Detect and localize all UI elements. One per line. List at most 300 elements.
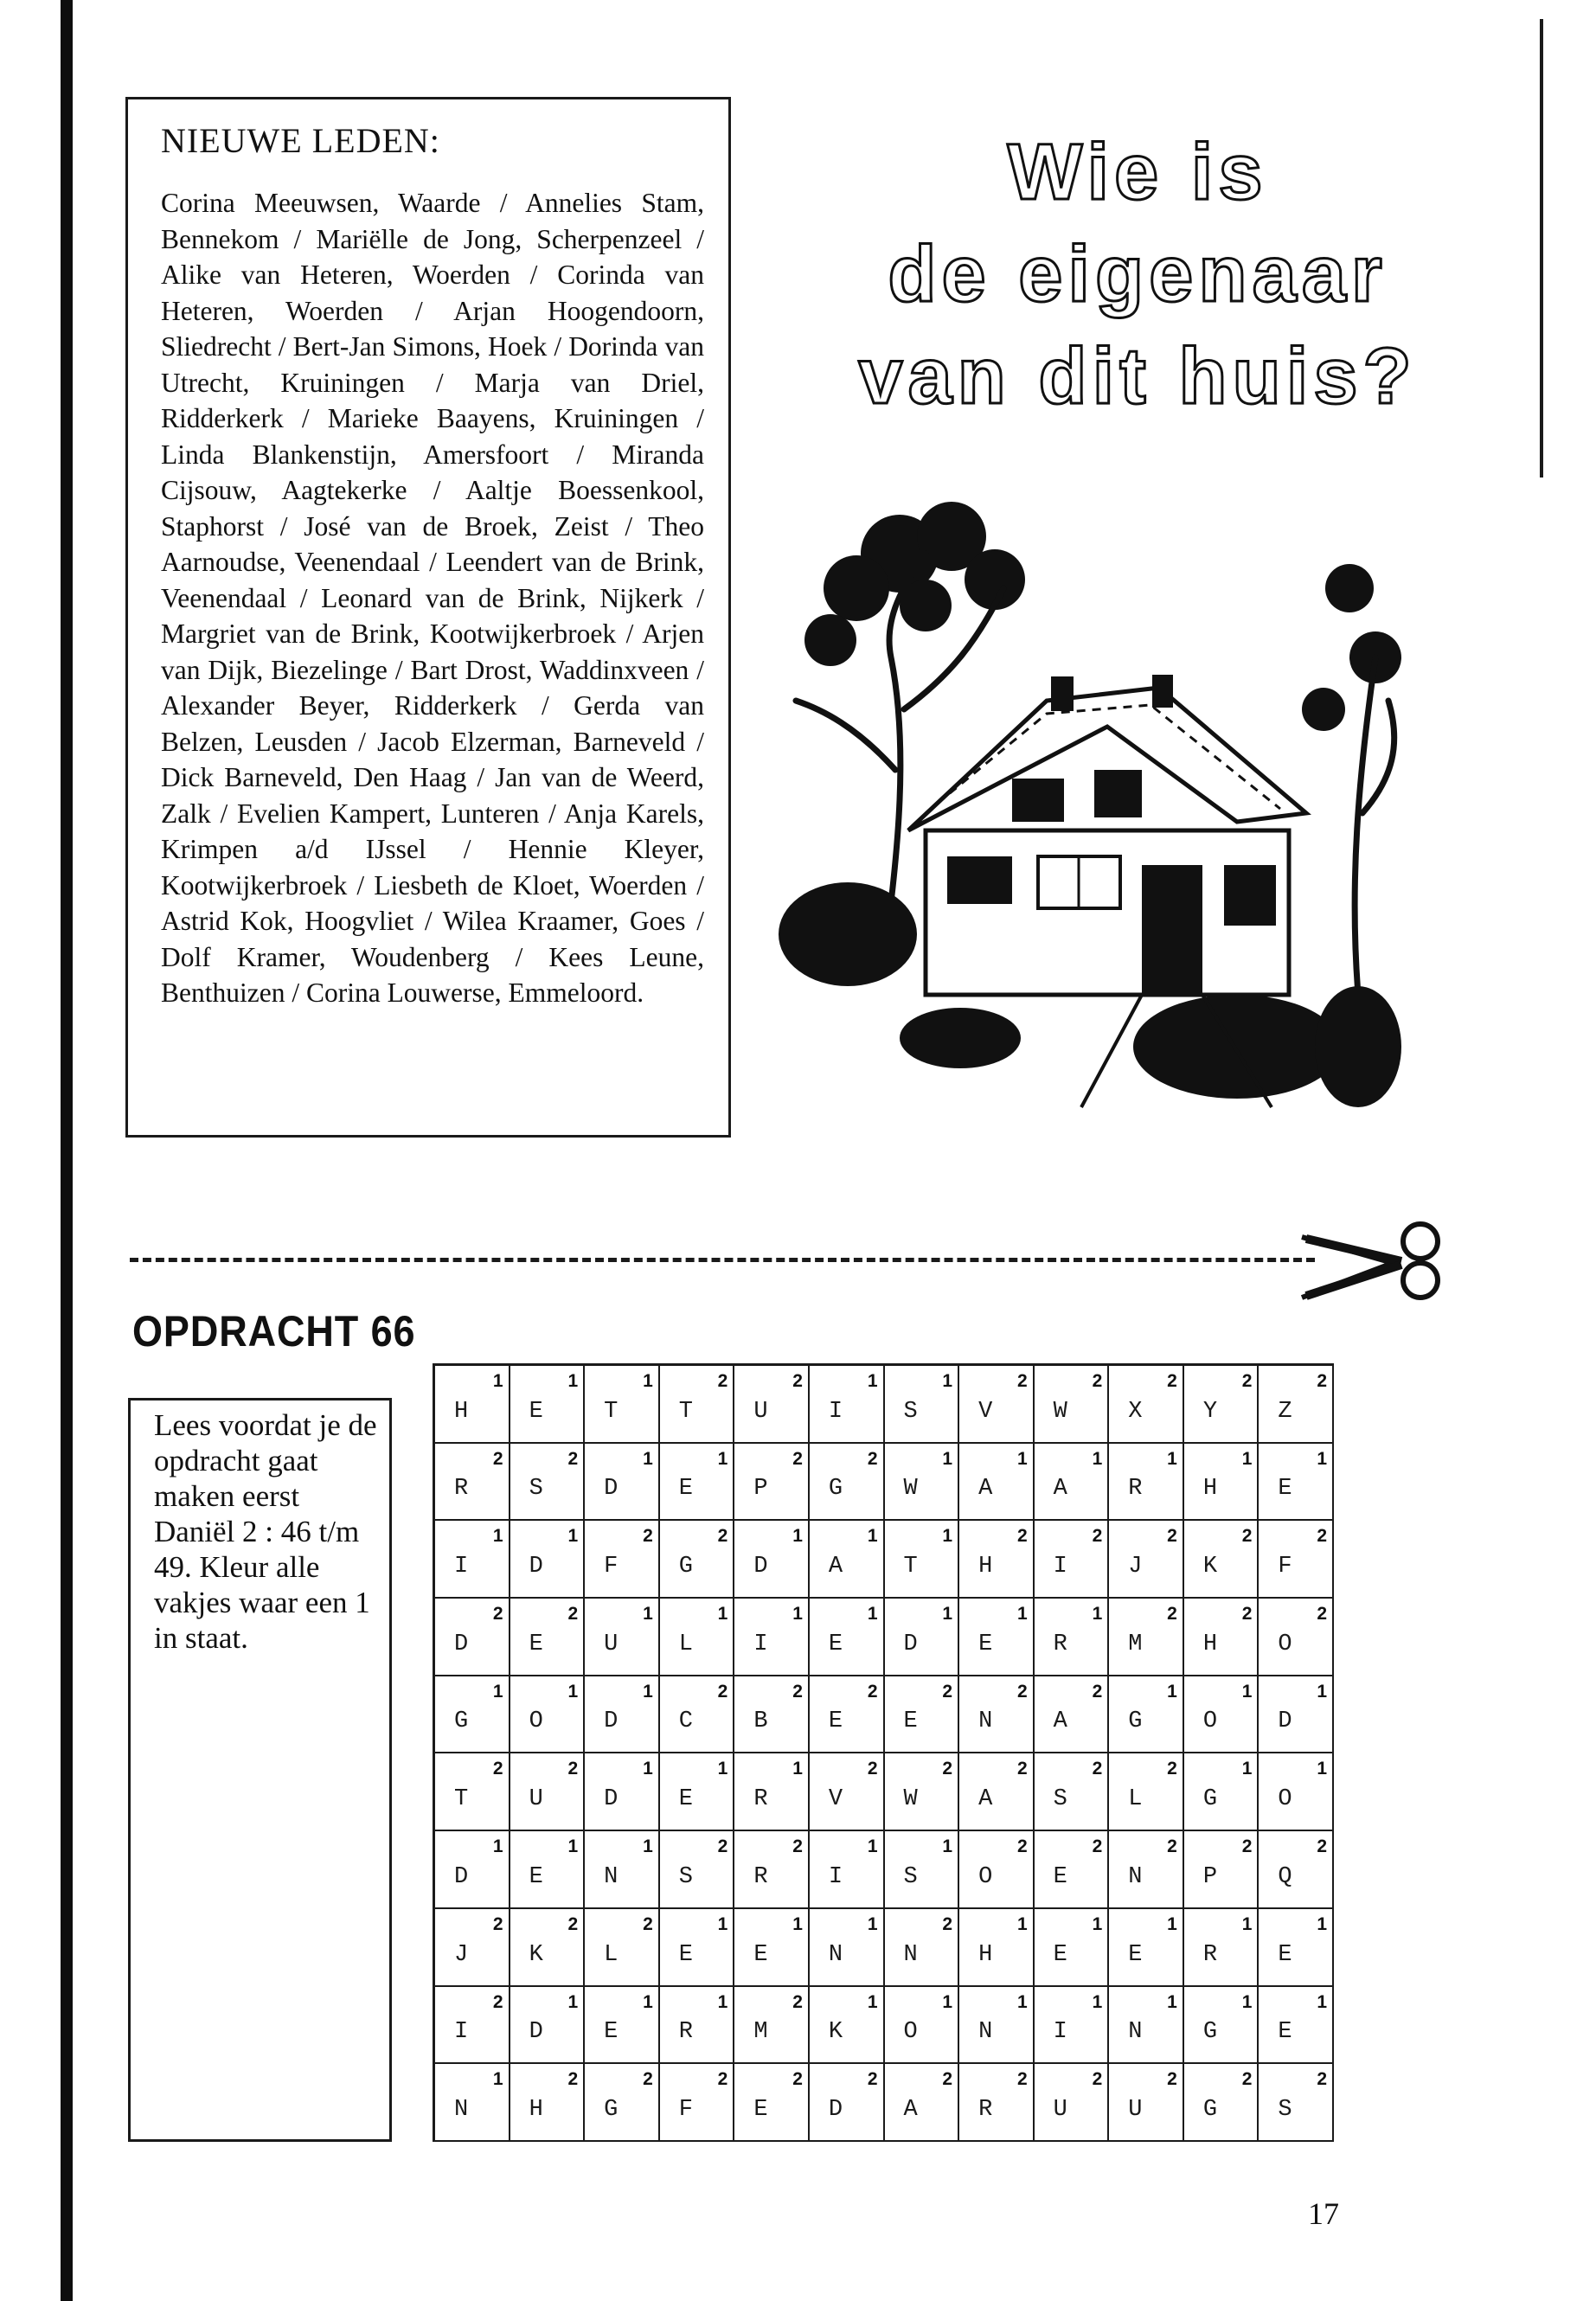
puzzle-cell-number: 2: [1016, 1371, 1028, 1391]
puzzle-cell[interactable]: [585, 1366, 660, 1444]
puzzle-cell-letter: N: [1128, 2019, 1143, 2046]
puzzle-cell-number: 2: [1092, 1371, 1103, 1391]
puzzle-cell-letter: H: [1202, 1476, 1218, 1503]
puzzle-cell-number: 1: [1317, 1991, 1327, 2012]
puzzle-cell[interactable]: [1109, 1599, 1184, 1676]
puzzle-cell[interactable]: [1035, 1987, 1110, 2065]
puzzle-cell[interactable]: [1109, 1521, 1184, 1599]
puzzle-cell-letter: O: [1202, 1708, 1218, 1735]
puzzle-cell[interactable]: [435, 1366, 510, 1444]
puzzle-cell-letter: G: [1202, 2096, 1218, 2123]
puzzle-cell[interactable]: [734, 1831, 810, 1909]
puzzle-cell[interactable]: [810, 1599, 885, 1676]
puzzle-cell-number: 1: [643, 1991, 653, 2012]
puzzle-cell-letter: R: [753, 1863, 768, 1890]
puzzle-cell-letter: O: [1278, 1786, 1292, 1813]
puzzle-cell[interactable]: [660, 2064, 735, 2142]
puzzle-cell[interactable]: [959, 1753, 1035, 1831]
puzzle-cell[interactable]: [959, 1521, 1035, 1599]
puzzle-cell[interactable]: [734, 1753, 810, 1831]
puzzle-cell-number: 2: [792, 1836, 803, 1857]
puzzle-cell-number: 2: [1317, 1526, 1327, 1547]
puzzle-cell[interactable]: [734, 1521, 810, 1599]
puzzle-cell-number: 2: [1167, 1371, 1177, 1391]
puzzle-cell[interactable]: [885, 1599, 960, 1676]
puzzle-cell-letter: E: [828, 1631, 843, 1657]
puzzle-cell-letter: F: [604, 1554, 619, 1580]
puzzle-cell-letter: K: [529, 1941, 543, 1968]
puzzle-cell[interactable]: [885, 1909, 960, 1987]
puzzle-cell[interactable]: [959, 1444, 1035, 1522]
puzzle-cell[interactable]: [510, 1676, 586, 1754]
puzzle-cell[interactable]: [1035, 1831, 1110, 1909]
puzzle-cell-number: 2: [1167, 1836, 1177, 1857]
puzzle-cell-number: 1: [492, 1836, 503, 1857]
puzzle-cell-number: 1: [942, 1991, 953, 2012]
puzzle-cell[interactable]: [810, 1909, 885, 1987]
puzzle-cell-letter: L: [604, 1941, 619, 1968]
puzzle-cell[interactable]: [510, 1831, 586, 1909]
puzzle-cell-number: 1: [867, 1991, 878, 2012]
puzzle-cell-letter: D: [604, 1786, 619, 1813]
puzzle-cell-number: 2: [942, 1759, 953, 1779]
puzzle-cell-number: 2: [1241, 1526, 1253, 1547]
puzzle-cell[interactable]: [660, 1987, 735, 2065]
puzzle-cell[interactable]: [1184, 1831, 1259, 1909]
puzzle-cell-letter: E: [604, 2019, 619, 2046]
puzzle-grid: [433, 1363, 1334, 2142]
puzzle-cell[interactable]: [1184, 1366, 1259, 1444]
puzzle-cell-number: 2: [1241, 1604, 1253, 1625]
puzzle-cell-number: 1: [1092, 1913, 1103, 1934]
puzzle-cell[interactable]: [510, 1909, 586, 1987]
puzzle-cell-number: 1: [567, 1371, 579, 1391]
puzzle-cell[interactable]: [1259, 1444, 1334, 1522]
puzzle-cell-number: 2: [643, 1913, 653, 1934]
puzzle-cell[interactable]: [1259, 1831, 1334, 1909]
puzzle-cell-number: 1: [1241, 1991, 1253, 2012]
puzzle-cell-letter: S: [903, 1398, 918, 1425]
puzzle-cell-letter: X: [1128, 1398, 1143, 1425]
puzzle-cell-letter: H: [1202, 1631, 1218, 1657]
new-members-box: [125, 97, 731, 1138]
puzzle-cell[interactable]: [1109, 1909, 1184, 1987]
puzzle-cell[interactable]: [435, 1521, 510, 1599]
puzzle-cell-number: 2: [1167, 1604, 1177, 1625]
puzzle-cell-number: 2: [1317, 2069, 1327, 2090]
letter-puzzle: [433, 1363, 1334, 2142]
puzzle-cell-number: 1: [1241, 1913, 1253, 1934]
puzzle-cell-number: 1: [492, 1371, 503, 1391]
puzzle-cell-number: 2: [1016, 2069, 1028, 2090]
puzzle-cell-letter: F: [678, 2096, 693, 2123]
puzzle-cell[interactable]: [1259, 2064, 1334, 2142]
puzzle-cell-number: 2: [942, 1681, 953, 1702]
puzzle-cell-letter: T: [604, 1398, 619, 1425]
puzzle-cell[interactable]: [1109, 2064, 1184, 2142]
puzzle-cell-number: 1: [867, 1526, 878, 1547]
puzzle-cell[interactable]: [1109, 1366, 1184, 1444]
puzzle-cell-letter: D: [454, 1631, 469, 1657]
right-margin-line: [1540, 19, 1543, 478]
puzzle-cell-letter: D: [753, 1554, 768, 1580]
puzzle-cell[interactable]: [734, 1987, 810, 2065]
puzzle-cell[interactable]: [585, 1599, 660, 1676]
puzzle-cell[interactable]: [1259, 1366, 1334, 1444]
puzzle-cell[interactable]: [810, 1521, 885, 1599]
puzzle-cell[interactable]: [959, 2064, 1035, 2142]
puzzle-cell-letter: S: [678, 1863, 693, 1890]
puzzle-cell-letter: H: [529, 2096, 543, 2123]
puzzle-cell-letter: L: [678, 1631, 693, 1657]
puzzle-cell-number: 1: [1016, 1604, 1028, 1625]
puzzle-cell[interactable]: [959, 1599, 1035, 1676]
house-illustration: [753, 484, 1419, 1125]
puzzle-cell-letter: T: [678, 1398, 693, 1425]
puzzle-cell[interactable]: [1035, 1753, 1110, 1831]
puzzle-cell-letter: S: [1278, 2096, 1292, 2123]
puzzle-cell-letter: I: [828, 1863, 843, 1890]
puzzle-cell-letter: H: [454, 1398, 469, 1425]
puzzle-cell[interactable]: [1259, 1753, 1334, 1831]
puzzle-cell-number: 2: [867, 2069, 878, 2090]
puzzle-cell-number: 1: [1016, 1991, 1028, 2012]
puzzle-cell-letter: W: [903, 1786, 918, 1813]
puzzle-cell[interactable]: [660, 1366, 735, 1444]
puzzle-cell[interactable]: [510, 1521, 586, 1599]
puzzle-cell-letter: I: [454, 2019, 469, 2046]
puzzle-cell-letter: Y: [1202, 1398, 1218, 1425]
puzzle-cell[interactable]: [959, 1676, 1035, 1754]
puzzle-cell[interactable]: [660, 1909, 735, 1987]
puzzle-cell[interactable]: [734, 2064, 810, 2142]
puzzle-cell[interactable]: [885, 1987, 960, 2065]
puzzle-cell[interactable]: [885, 1676, 960, 1754]
puzzle-cell[interactable]: [660, 1676, 735, 1754]
puzzle-cell[interactable]: [885, 1366, 960, 1444]
puzzle-cell-number: 1: [567, 1836, 579, 1857]
puzzle-cell-letter: K: [828, 2019, 843, 2046]
puzzle-cell[interactable]: [810, 1831, 885, 1909]
puzzle-cell[interactable]: [1184, 1676, 1259, 1754]
puzzle-cell-number: 1: [492, 1681, 503, 1702]
puzzle-cell[interactable]: [1184, 1521, 1259, 1599]
puzzle-cell-number: 1: [1241, 1448, 1253, 1469]
puzzle-cell[interactable]: [734, 1366, 810, 1444]
puzzle-cell-letter: T: [903, 1554, 918, 1580]
puzzle-cell-letter: U: [1128, 2096, 1143, 2123]
puzzle-cell-number: 1: [567, 1991, 579, 2012]
puzzle-cell[interactable]: [1259, 1676, 1334, 1754]
puzzle-cell-number: 2: [792, 1448, 803, 1469]
puzzle-cell[interactable]: [660, 1831, 735, 1909]
puzzle-cell[interactable]: [660, 1521, 735, 1599]
puzzle-cell-number: 1: [942, 1526, 953, 1547]
puzzle-cell-letter: E: [1053, 1863, 1067, 1890]
puzzle-cell-letter: E: [678, 1786, 693, 1813]
puzzle-cell[interactable]: [734, 1599, 810, 1676]
puzzle-cell-letter: E: [978, 1631, 993, 1657]
puzzle-cell-letter: A: [978, 1786, 993, 1813]
puzzle-cell-number: 1: [1167, 1913, 1177, 1934]
puzzle-cell-letter: N: [828, 1941, 843, 1968]
puzzle-cell[interactable]: [1184, 2064, 1259, 2142]
puzzle-cell-number: 2: [1016, 1681, 1028, 1702]
puzzle-cell-number: 1: [1167, 1681, 1177, 1702]
margin-bar: [61, 0, 73, 2301]
puzzle-cell-number: 1: [792, 1526, 803, 1547]
puzzle-cell[interactable]: [810, 1366, 885, 1444]
puzzle-cell[interactable]: [660, 1444, 735, 1522]
puzzle-cell[interactable]: [510, 1599, 586, 1676]
puzzle-cell-letter: M: [1128, 1631, 1143, 1657]
puzzle-cell-letter: E: [753, 2096, 768, 2123]
puzzle-cell[interactable]: [1109, 1831, 1184, 1909]
puzzle-cell-number: 2: [1016, 1759, 1028, 1779]
puzzle-cell-letter: R: [678, 2019, 693, 2046]
puzzle-cell[interactable]: [660, 1753, 735, 1831]
puzzle-cell-number: 1: [1241, 1759, 1253, 1779]
puzzle-cell-letter: D: [828, 2096, 843, 2123]
puzzle-cell-number: 2: [567, 1759, 579, 1779]
puzzle-cell-number: 1: [1092, 1448, 1103, 1469]
puzzle-cell[interactable]: [1184, 1444, 1259, 1522]
puzzle-cell-number: 1: [867, 1836, 878, 1857]
puzzle-cell[interactable]: [1259, 1599, 1334, 1676]
puzzle-cell-letter: K: [1202, 1554, 1218, 1580]
puzzle-cell-letter: G: [454, 1708, 469, 1735]
puzzle-cell[interactable]: [959, 1831, 1035, 1909]
cut-line: [130, 1258, 1315, 1262]
puzzle-cell-letter: E: [529, 1398, 543, 1425]
puzzle-cell[interactable]: [435, 1753, 510, 1831]
puzzle-cell-letter: G: [1128, 1708, 1143, 1735]
puzzle-cell-letter: A: [1053, 1708, 1067, 1735]
puzzle-cell[interactable]: [660, 1599, 735, 1676]
puzzle-cell-number: 1: [867, 1913, 878, 1934]
headline-line-3: van dit huis?: [858, 332, 1417, 420]
puzzle-cell[interactable]: [1259, 1909, 1334, 1987]
puzzle-cell[interactable]: [585, 1676, 660, 1754]
puzzle-cell-number: 2: [567, 1913, 579, 1934]
puzzle-cell-letter: E: [529, 1863, 543, 1890]
puzzle-cell-letter: I: [1053, 2019, 1067, 2046]
puzzle-cell[interactable]: [1259, 1521, 1334, 1599]
headline-line-2: de eigenaar: [888, 230, 1388, 318]
puzzle-cell-letter: U: [1053, 2096, 1067, 2123]
puzzle-cell-letter: E: [1053, 1941, 1067, 1968]
new-members-list: Corina Meeuwsen, Waarde / Annelies Stam, Bennekom / Mariëlle de Jong, Scherpenzeel / Alike van Heteren, Woerden / Corinda van Heteren, Woerden / Arjan Hoogendoorn, Sliedrecht / Bert-Jan Simons, Hoek / Dorinda van Utrecht, Kruiningen / Marja van Driel, Ridderkerk / Marieke Baayens, Kruiningen / Linda Blankenstijn, Amersfoort / Miranda Cijsouw, Aagtekerke / Aaltje Boessenkool, Staphorst / José van de Broek, Zeist / Theo Aarnoudse, Veenendaal / Leendert van de Brink, Veenendaal / Leonard van de Brink, Nijkerk / Margriet van de Brink, Kootwijkerbroek / Arjen van Dijk, Biezelinge / Bart Drost, Waddinxveen / Alexander Beyer, Ridderkerk / Gerda van Belzen, Leusden / Jacob Elzerman, Barneveld / Dick Barneveld, Den Haag / Jan van de Weerd, Zalk / Evelien Kampert, Lunteren / Anja Karels, Krimpen a/d IJssel / Hennie Kleyer, Kootwijkerbroek / Liesbeth de Kloet, Woerden / Astrid Kok, Hoogvliet / Wilea Kraamer, Goes / Dolf Kramer, Woudenberg / Kees Leune, Benthuizen / Corina Louwerse, Emmeloord.: [161, 188, 704, 1008]
puzzle-cell-number: 2: [792, 1681, 803, 1702]
puzzle-cell[interactable]: [810, 1444, 885, 1522]
puzzle-cell[interactable]: [810, 1987, 885, 2065]
puzzle-cell-letter: G: [604, 2096, 619, 2123]
puzzle-cell[interactable]: [585, 1909, 660, 1987]
puzzle-cell-letter: I: [753, 1631, 768, 1657]
puzzle-cell[interactable]: [435, 2064, 510, 2142]
puzzle-cell-number: 1: [567, 1681, 579, 1702]
puzzle-cell-number: 2: [792, 1371, 803, 1391]
puzzle-cell-number: 1: [867, 1604, 878, 1625]
puzzle-cell-letter: G: [1202, 2019, 1218, 2046]
puzzle-cell[interactable]: [435, 1444, 510, 1522]
puzzle-cell-number: 1: [942, 1604, 953, 1625]
puzzle-cell-letter: G: [1202, 1786, 1218, 1813]
puzzle-cell-letter: D: [604, 1476, 619, 1503]
puzzle-cell[interactable]: [734, 1676, 810, 1754]
puzzle-cell[interactable]: [1184, 1753, 1259, 1831]
puzzle-cell-letter: E: [678, 1941, 693, 1968]
puzzle-cell[interactable]: [435, 1987, 510, 2065]
puzzle-cell[interactable]: [1109, 1987, 1184, 2065]
puzzle-cell-number: 1: [567, 1526, 579, 1547]
puzzle-cell[interactable]: [1184, 1909, 1259, 1987]
puzzle-cell-number: 2: [717, 1681, 728, 1702]
puzzle-cell[interactable]: [510, 1366, 586, 1444]
puzzle-cell[interactable]: [510, 2064, 586, 2142]
puzzle-cell-number: 1: [643, 1448, 653, 1469]
puzzle-cell-letter: P: [1202, 1863, 1218, 1890]
puzzle-cell[interactable]: [1109, 1676, 1184, 1754]
headline-line-1: Wie is: [1007, 128, 1268, 216]
puzzle-cell-letter: R: [1053, 1631, 1067, 1657]
puzzle-cell[interactable]: [510, 1753, 586, 1831]
puzzle-cell[interactable]: [510, 1444, 586, 1522]
puzzle-cell-letter: V: [978, 1398, 993, 1425]
puzzle-cell-number: 1: [1317, 1681, 1327, 1702]
puzzle-cell-number: 2: [1167, 1759, 1177, 1779]
puzzle-cell[interactable]: [1035, 1909, 1110, 1987]
puzzle-cell-number: 1: [1167, 1448, 1177, 1469]
puzzle-cell-number: 1: [1317, 1759, 1327, 1779]
puzzle-cell-letter: A: [978, 1476, 993, 1503]
puzzle-cell-letter: O: [978, 1863, 993, 1890]
puzzle-cell-number: 1: [643, 1836, 653, 1857]
puzzle-cell-letter: E: [828, 1708, 843, 1735]
puzzle-cell-letter: E: [1278, 1941, 1292, 1968]
puzzle-cell[interactable]: [1035, 1599, 1110, 1676]
puzzle-cell-letter: E: [903, 1708, 918, 1735]
page-number: 17: [1308, 2196, 1339, 2231]
puzzle-cell[interactable]: [585, 1444, 660, 1522]
puzzle-cell-letter: E: [1278, 2019, 1292, 2046]
puzzle-cell[interactable]: [1259, 1987, 1334, 2065]
puzzle-cell-number: 2: [1167, 1526, 1177, 1547]
puzzle-cell[interactable]: [959, 1909, 1035, 1987]
puzzle-cell-number: 2: [942, 2069, 953, 2090]
puzzle-cell[interactable]: [435, 1599, 510, 1676]
puzzle-cell-letter: C: [678, 1708, 693, 1735]
puzzle-cell[interactable]: [1035, 1366, 1110, 1444]
puzzle-cell[interactable]: [435, 1909, 510, 1987]
puzzle-cell-number: 2: [867, 1681, 878, 1702]
puzzle-cell-letter: I: [1053, 1554, 1067, 1580]
puzzle-cell-letter: N: [978, 1708, 993, 1735]
puzzle-cell-letter: S: [1053, 1786, 1067, 1813]
puzzle-cell[interactable]: [585, 1521, 660, 1599]
puzzle-cell-number: 1: [717, 1991, 728, 2012]
puzzle-cell[interactable]: [885, 2064, 960, 2142]
puzzle-cell-letter: M: [753, 2019, 768, 2046]
puzzle-cell[interactable]: [1035, 2064, 1110, 2142]
puzzle-cell-number: 1: [1016, 1448, 1028, 1469]
puzzle-cell[interactable]: [810, 1753, 885, 1831]
puzzle-cell-letter: L: [1128, 1786, 1143, 1813]
puzzle-cell-number: 2: [567, 1604, 579, 1625]
puzzle-cell[interactable]: [734, 1444, 810, 1522]
puzzle-cell-letter: O: [1278, 1631, 1292, 1657]
puzzle-cell[interactable]: [1184, 1987, 1259, 2065]
puzzle-cell-letter: I: [828, 1398, 843, 1425]
puzzle-cell-letter: R: [753, 1786, 768, 1813]
puzzle-cell[interactable]: [1035, 1676, 1110, 1754]
puzzle-cell-letter: D: [604, 1708, 619, 1735]
puzzle-cell[interactable]: [959, 1987, 1035, 2065]
puzzle-cell[interactable]: [1109, 1753, 1184, 1831]
puzzle-cell-number: 1: [1317, 1913, 1327, 1934]
puzzle-cell-letter: R: [1202, 1941, 1218, 1968]
puzzle-cell[interactable]: [1035, 1444, 1110, 1522]
puzzle-cell-number: 2: [1317, 1604, 1327, 1625]
puzzle-cell[interactable]: [885, 1444, 960, 1522]
puzzle-cell-number: 2: [1092, 2069, 1103, 2090]
puzzle-cell-letter: N: [1128, 1863, 1143, 1890]
puzzle-cell-number: 2: [1317, 1371, 1327, 1391]
puzzle-cell[interactable]: [810, 1676, 885, 1754]
puzzle-cell-number: 2: [1092, 1836, 1103, 1857]
puzzle-cell[interactable]: [1109, 1444, 1184, 1522]
house-owner-headline: [839, 121, 1436, 427]
puzzle-cell[interactable]: [1184, 1599, 1259, 1676]
instructions-box: [128, 1398, 392, 2142]
puzzle-cell[interactable]: [734, 1909, 810, 1987]
puzzle-cell[interactable]: [435, 1676, 510, 1754]
puzzle-cell[interactable]: [510, 1987, 586, 2065]
puzzle-cell-number: 2: [1092, 1681, 1103, 1702]
puzzle-cell[interactable]: [585, 1831, 660, 1909]
puzzle-cell-letter: D: [1278, 1708, 1292, 1735]
puzzle-cell-letter: T: [454, 1786, 469, 1813]
puzzle-cell-letter: D: [529, 2019, 543, 2046]
puzzle-cell-letter: G: [678, 1554, 693, 1580]
puzzle-cell[interactable]: [1035, 1521, 1110, 1599]
puzzle-cell[interactable]: [585, 1753, 660, 1831]
puzzle-cell-number: 1: [792, 1604, 803, 1625]
puzzle-cell[interactable]: [885, 1521, 960, 1599]
puzzle-cell-number: 2: [1016, 1526, 1028, 1547]
puzzle-cell[interactable]: [885, 1753, 960, 1831]
puzzle-cell-letter: H: [978, 1554, 993, 1580]
puzzle-cell[interactable]: [959, 1366, 1035, 1444]
puzzle-cell[interactable]: [585, 1987, 660, 2065]
puzzle-cell-number: 1: [942, 1836, 953, 1857]
puzzle-cell-number: 1: [1167, 1991, 1177, 2012]
puzzle-cell-letter: N: [604, 1863, 619, 1890]
puzzle-cell[interactable]: [585, 2064, 660, 2142]
puzzle-cell[interactable]: [810, 2064, 885, 2142]
puzzle-cell[interactable]: [435, 1831, 510, 1909]
puzzle-cell-number: 1: [792, 1759, 803, 1779]
puzzle-cell-number: 1: [942, 1448, 953, 1469]
puzzle-cell-number: 2: [567, 1448, 579, 1469]
puzzle-cell-letter: D: [903, 1631, 918, 1657]
puzzle-cell-number: 1: [643, 1759, 653, 1779]
puzzle-cell[interactable]: [885, 1831, 960, 1909]
puzzle-cell-number: 1: [643, 1604, 653, 1625]
puzzle-cell-number: 2: [492, 1913, 503, 1934]
puzzle-cell-letter: E: [1278, 1476, 1292, 1503]
puzzle-cell-number: 2: [492, 1604, 503, 1625]
